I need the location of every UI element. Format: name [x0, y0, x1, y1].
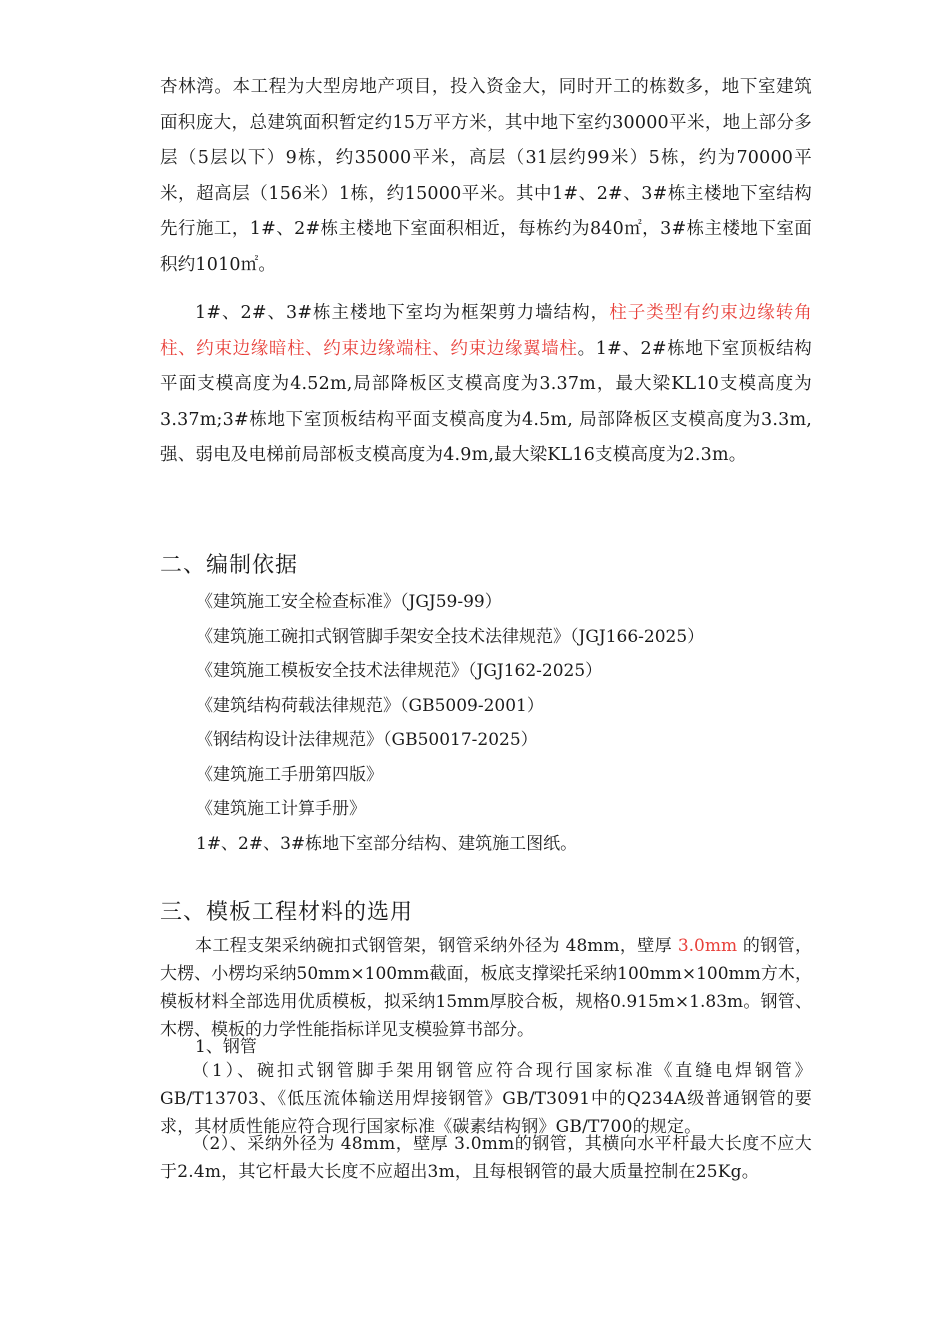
- intro-paragraph: 杏林湾。本工程为大型房地产项目，投入资金大，同时开工的栋数多，地下室建筑面积庞大，总建筑面积暂定约15万平方米，其中地下室约30000平米，地上部分多层（5层以下）9栋，约35000平米，高层（31层约99米）5栋，约为70000平米，超高层（156米）1栋，约15000平米。其中1#、2#、3#栋主楼地下室结构先行施工，1#、2#栋主楼地下室面积相近，每栋约为840㎡，3#栋主楼地下室面积约1010㎡。: [160, 77, 812, 275]
- basis-item: 《建筑施工安全检查标准》（JGJ59-99）: [196, 592, 502, 612]
- basis-item: 《建筑施工手册第四版》: [196, 764, 383, 785]
- structure-text-end: 。1#、2#栋地下室顶板结构平面支模高度为4.52m,局部降板区支模高度为3.37m，最大梁KL10支模高度为3.37m;3#栋地下室顶板结构平面支模高度为4.5m, 局部降板区支模高度为3.3m,强、弱电及电梯前局部板支模高度为4.9m,最大梁KL16支模高度为2.3m。: [160, 338, 812, 465]
- structure-paragraph: [160, 296, 812, 474]
- basis-item: 《建筑结构荷载法律规范》（GB5009-2001）: [196, 695, 544, 716]
- steel-pipe-requirement-2: （2）、采纳外径为 48mm，壁厚 3.0mm的钢管，其横向水平杆最大长度不应大于2.4m，其它杆最大长度不应超出3m，且每根钢管的最大质量控制在25Kg。: [160, 1134, 812, 1182]
- wall-thickness-highlight: 3.0mm: [677, 936, 738, 956]
- materials-paragraph: [160, 932, 812, 1044]
- section-heading-basis: 二、编制依据: [160, 553, 299, 578]
- column-types-highlight: 柱子类型有约束边缘转角柱、约束边缘暗柱、约束边缘端柱、约束边缘翼墙柱: [160, 303, 812, 359]
- basis-item: 《建筑施工模板安全技术法律规范》（JGJ162-2025）: [196, 661, 603, 681]
- materials-text-end: 的钢管，大楞、小楞均采纳50mm×100mm截面，板底支撑梁托采纳100mm×100mm方木，模板材料全部选用优质模板，拟采纳15mm厚胶合板，规格0.915m×1.83m。钢管、木楞、模板的力学性能指标详见支模验算书部分。: [160, 936, 812, 1040]
- basis-list: [196, 585, 704, 861]
- basis-item: 《建筑施工计算手册》: [196, 799, 366, 819]
- section-heading-materials: 三、模板工程材料的选用: [160, 900, 414, 925]
- basis-item: 《钢结构设计法律规范》（GB50017-2025）: [196, 730, 538, 750]
- steel-pipe-requirement-1: （1）、碗扣式钢管脚手架用钢管应符合现行国家标准《直缝电焊钢管》GB/T13703、《低压流体输送用焊接钢管》GB/T3091中的Q234A级普通钢管的要求，其材质性能应符合现行国家标准《碳素结构钢》GB/T700的规定。: [160, 1061, 812, 1137]
- basis-item: 1#、2#、3#栋地下室部分结构、建筑施工图纸。: [196, 833, 578, 854]
- basis-item: 《建筑施工碗扣式钢管脚手架安全技术法律规范》（JGJ166-2025）: [196, 626, 705, 647]
- materials-text-start: 本工程支架采纳碗扣式钢管架，钢管采纳外径为 48mm，壁厚: [195, 936, 678, 956]
- structure-text-start: 1#、2#、3#栋主楼地下室均为框架剪力墙结构，: [195, 303, 610, 323]
- steel-pipe-subheading: 1、钢管: [195, 1037, 257, 1057]
